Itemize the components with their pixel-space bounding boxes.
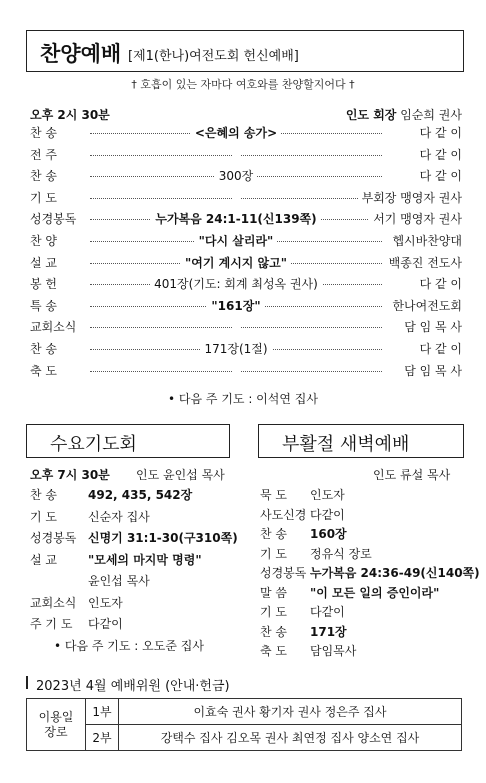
item-content-wrap	[90, 297, 382, 315]
list-item	[30, 486, 192, 503]
item-label: 성경봉독	[30, 212, 77, 227]
next-prayer-wed: • 다음 주 기도 : 오도준 집사	[54, 639, 204, 653]
item-content	[232, 364, 240, 378]
item-label: 사도신경	[260, 507, 307, 522]
list-item	[260, 486, 345, 503]
item-label: 성경봉독	[260, 566, 307, 580]
list-item	[30, 167, 462, 185]
list-item	[30, 529, 238, 546]
list-item	[260, 603, 345, 620]
item-content-wrap	[90, 189, 382, 207]
list-item	[30, 318, 462, 336]
item-value: 윤인섭 목사	[88, 574, 150, 588]
committee-part-cell: 2부	[86, 725, 119, 751]
item-label: 묵 도	[260, 488, 287, 502]
item-label: 축 도	[260, 644, 287, 658]
list-item	[30, 615, 123, 632]
list-item	[30, 210, 462, 228]
item-content-wrap	[90, 362, 382, 380]
list-item	[30, 572, 150, 589]
list-item	[260, 623, 347, 640]
item-person: 백종진 전도사	[385, 254, 462, 272]
list-item	[30, 146, 462, 164]
item-person: 서기 맹영자 권사	[369, 210, 462, 228]
service-subtitle: [제1(한나)여전도회 헌신예배]	[128, 49, 299, 64]
service-time: 오후 2시 30분	[30, 108, 110, 122]
item-value: 신명기 31:1-30(구310쪽)	[88, 531, 238, 545]
item-person: 담 임 목 사	[400, 318, 462, 336]
list-item	[260, 545, 372, 562]
item-content: 401장(기도: 회계 최성옥 권사)	[150, 277, 322, 291]
item-person: 다 같 이	[416, 167, 462, 185]
list-item	[30, 124, 462, 142]
item-content: 171장(1절)	[200, 342, 271, 356]
item-value: 담임목사	[310, 644, 357, 658]
item-label: 전 주	[30, 147, 57, 162]
service-leader-role: 인도 회장	[345, 108, 397, 122]
table-row	[27, 699, 462, 725]
item-label: 봉 헌	[30, 277, 57, 292]
item-label: 찬 송	[30, 488, 57, 502]
list-item	[30, 297, 462, 315]
committee-names-cell: 강택수 집사 김오목 권사 최연정 집사 양소연 집사	[119, 725, 462, 751]
list-item	[30, 551, 202, 568]
service-verse: † 호흡이 있는 자마다 여호와를 찬양할지어다 †	[131, 78, 355, 91]
item-label: 찬 송	[30, 169, 57, 184]
committee-label-cell	[27, 699, 86, 751]
wed-leader: 인도 윤인섭 목사	[136, 468, 225, 482]
item-label: 교회소식	[30, 595, 77, 610]
item-content: <은혜의 송가>	[191, 126, 281, 140]
list-item	[260, 506, 345, 523]
item-content: "다시 살리라"	[195, 234, 278, 248]
item-label: 축 도	[30, 363, 57, 378]
item-label: 성경봉독	[30, 531, 77, 545]
committee-heading: 2023년 4월 예배위원 (안내·헌금)	[36, 679, 230, 694]
item-label: 기 도	[260, 605, 287, 619]
item-content-wrap	[90, 124, 382, 142]
item-value: 다같이	[310, 507, 345, 522]
item-label: 주 기 도	[30, 617, 73, 631]
list-item	[30, 508, 150, 525]
item-label: 찬 송	[260, 624, 287, 639]
item-content-wrap	[90, 340, 382, 358]
item-content-wrap	[90, 254, 382, 272]
easter-title: 부활절 새벽예배	[282, 434, 410, 455]
item-content-wrap	[90, 318, 382, 336]
list-item	[260, 584, 439, 601]
item-label: 설 교	[30, 255, 57, 270]
item-label: 설 교	[30, 552, 57, 567]
item-person: 다 같 이	[416, 340, 462, 358]
wed-title: 수요기도회	[50, 434, 137, 455]
item-value: 171장	[310, 624, 347, 639]
committee-names-cell: 이효숙 권사 황기자 권사 정은주 집사	[119, 699, 462, 725]
item-value: 정유식 장로	[310, 546, 372, 561]
list-item	[260, 564, 480, 581]
item-value: 인도자	[310, 488, 345, 502]
item-value: 누가복음 24:36-49(신140쪽)	[310, 566, 480, 580]
item-content-wrap	[90, 210, 382, 228]
item-content: "161장"	[207, 299, 264, 313]
item-person: 다 같 이	[416, 275, 462, 293]
item-content-wrap	[90, 232, 382, 250]
committee-label: 이용일 장로	[38, 709, 74, 739]
committee-table	[26, 698, 462, 751]
item-content-wrap	[90, 275, 382, 293]
item-content: 누가복음 24:1-11(신139쪽)	[151, 212, 320, 226]
service-title: 찬양예배	[40, 42, 122, 66]
item-content: 300장	[215, 169, 258, 183]
item-value: "모세의 마지막 명령"	[88, 552, 202, 567]
item-value: 신순자 집사	[88, 509, 150, 524]
item-content	[232, 148, 240, 162]
committee-bar	[26, 676, 28, 689]
list-item	[30, 594, 123, 611]
item-person: 담 임 목 사	[400, 362, 462, 380]
item-value: 160장	[310, 527, 347, 541]
item-value: 다같이	[88, 617, 123, 631]
service-leader	[346, 106, 462, 123]
item-person: 다 같 이	[416, 146, 462, 164]
next-prayer-top: • 다음 주 기도 : 이석연 집사	[168, 392, 318, 406]
item-label: 기 도	[30, 190, 57, 205]
wed-time: 오후 7시 30분	[30, 468, 110, 482]
item-label: 말 씀	[260, 585, 287, 600]
easter-leader: 인도 류설 목사	[373, 468, 451, 482]
item-label: 찬 송	[30, 126, 57, 140]
committee-part-cell: 1부	[86, 699, 119, 725]
service-leader-name: 임순희 권사	[400, 108, 462, 122]
item-person: 부회장 맹영자 권사	[358, 189, 462, 207]
list-item	[260, 525, 347, 542]
item-label: 찬 양	[30, 234, 57, 248]
item-label: 특 송	[30, 298, 57, 313]
item-value: "이 모든 일의 증인이라"	[310, 585, 440, 600]
item-value: 492, 435, 542장	[88, 488, 193, 502]
item-person: 헵시바찬양대	[388, 232, 462, 250]
item-content: "여기 계시지 않고"	[181, 256, 291, 270]
item-label: 기 도	[30, 509, 57, 524]
item-content	[232, 320, 240, 334]
list-item	[30, 275, 462, 293]
list-item	[30, 254, 462, 272]
item-content-wrap	[90, 146, 382, 164]
item-value: 다같이	[310, 605, 345, 619]
item-person: 한나여전도회	[388, 297, 462, 315]
list-item	[30, 232, 462, 250]
item-label: 찬 송	[30, 342, 57, 356]
list-item	[30, 340, 462, 358]
list-item	[30, 362, 462, 380]
item-label: 기 도	[260, 546, 287, 561]
item-label: 찬 송	[260, 527, 287, 541]
item-content-wrap	[90, 167, 382, 185]
table-row	[27, 725, 462, 751]
item-label: 교회소식	[30, 320, 77, 335]
list-item	[30, 189, 462, 207]
list-item	[260, 642, 356, 659]
item-content	[232, 191, 240, 205]
item-value: 인도자	[88, 595, 123, 610]
item-person: 다 같 이	[416, 124, 462, 142]
